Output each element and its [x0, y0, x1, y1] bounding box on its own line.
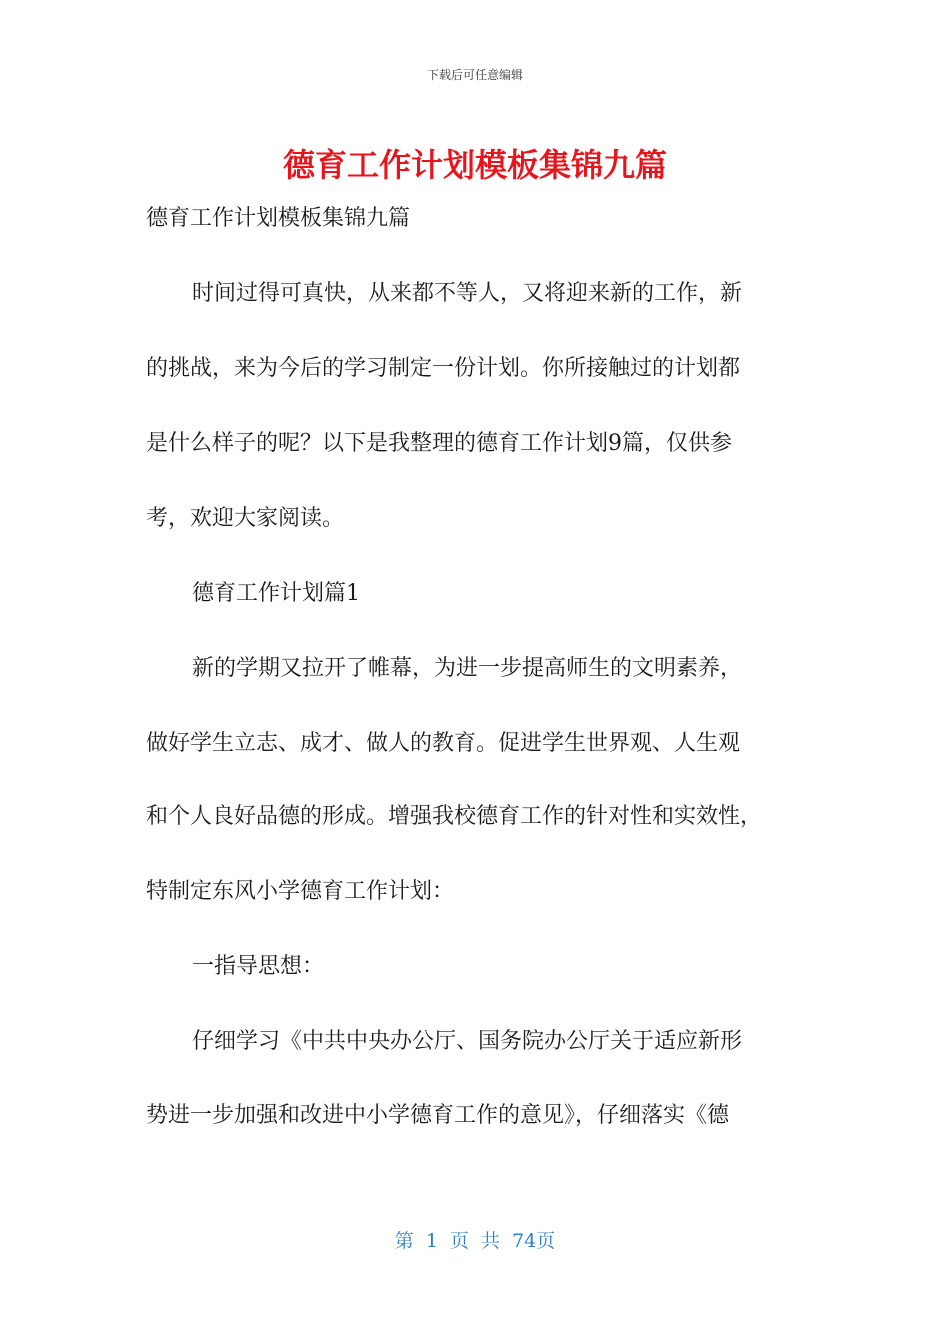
subtitle-line: 德育工作计划模板集锦九篇	[146, 206, 411, 231]
paragraph-line: 仔细学习《中共中央办公厅、国务院办公厅关于适应新形	[192, 1029, 743, 1054]
paragraph-line: 是什么样子的呢？以下是我整理的德育工作计划9篇，仅供参	[146, 431, 732, 456]
paragraph-line: 新的学期又拉开了帷幕，为进一步提高师生的文明素养，	[192, 656, 743, 681]
paragraph-line: 特制定东风小学德育工作计划：	[146, 879, 455, 904]
subsection-heading: 一指导思想：	[192, 954, 325, 979]
header-note: 下载后可任意编辑	[426, 68, 523, 82]
paragraph-line: 和个人良好品德的形成。增强我校德育工作的针对性和实效性，	[146, 804, 763, 829]
paragraph-line: 势进一步加强和改进中小学德育工作的意见》，仔细落实《德	[146, 1103, 730, 1128]
paragraph-line: 做好学生立志、成才、做人的教育。促进学生世界观、人生观	[146, 731, 741, 756]
section-heading: 德育工作计划篇1	[192, 581, 360, 606]
paragraph-line: 时间过得可真快，从来都不等人，又将迎来新的工作，新	[192, 281, 743, 306]
paragraph-line: 考，欢迎大家阅读。	[146, 506, 345, 531]
document-title: 德育工作计划模板集锦九篇	[282, 146, 667, 184]
page-number: 第 1 页 共 74页	[394, 1230, 556, 1252]
paragraph-line: 的挑战，来为今后的学习制定一份计划。你所接触过的计划都	[146, 356, 741, 381]
